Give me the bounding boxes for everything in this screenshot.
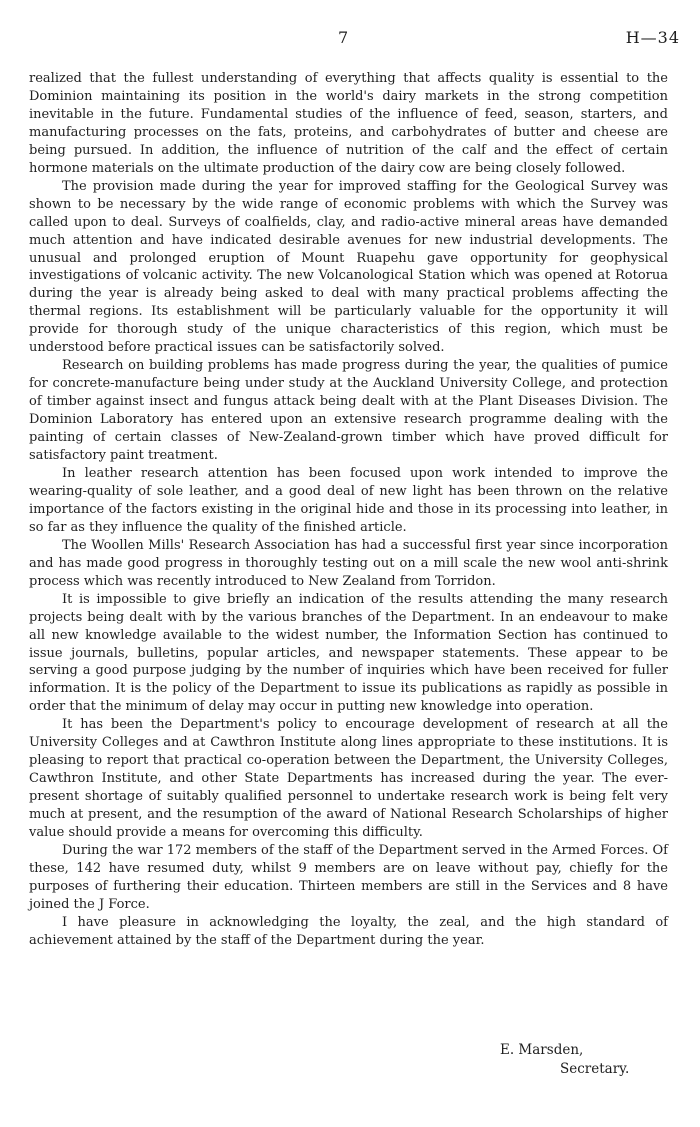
paragraph-information-section: It is impossible to give briefly an indication of the results attending the many research projects being dealt with by the various branches of the Department. In an endeavour to make all new knowledge available to the widest number, the Information Section has continued to issue journals, bulletins, popular articles, and newspaper statements. These appear to be serving a good purpose judging by the number of inquiries which have been received for fuller information. It is the policy of the Department to issue its publications as rapidly as possible in order that the minimum of delay may occur in putting new knowledge into operation. xyxy=(29,591,668,715)
paragraph-university-colleges: It has been the Department's policy to encourage development of research at all the University Colleges and at Cawthron Institute along lines appropriate to these institutions. It is pleasing to report that practical co-operation between the Department, the University Colleges, Cawthron Institute, and other State Departments has increased during the year. The ever-present shortage of suitably qualified personnel to undertake research work is being felt very much at present, and the resumption of the award of National Research Scholarships of higher value should provide a means for overcoming this difficulty. xyxy=(29,717,668,841)
paragraph-acknowledgement: I have pleasure in acknowledging the loyalty, the zeal, and the high standard of achievement attained by the staff of the Department during the year. xyxy=(29,914,668,948)
paragraph-war-service: During the war 172 members of the staff of the Department served in the Armed Forces. Of these, 142 have resumed duty, whilst 9 members are on leave without pay, chiefly for the purposes of furthering their education. Thirteen members are still in the Services and 8 have joined the J Force. xyxy=(29,842,668,912)
paragraph-woollen-mills: The Woollen Mills' Research Association has had a successful first year since incorporation and has made good progress in thoroughly testing out on a mill scale the new wool anti-shrink process which was recently introduced to New Zealand from Torridon. xyxy=(29,537,668,589)
paragraph-dairy-research: realized that the fullest understanding of everything that affects quality is essential to the Dominion maintaining its position in the world's dairy markets in the strong competition inevitable in the future. Fundamental studies of the influence of feed, season, starters, and manufacturing processes on the fats, proteins, and carbohydrates of butter and cheese are being pursued. In addition, the influence of nutrition of the calf and the effect of certain hormone materials on the ultimate production of the dairy cow are being closely followed. xyxy=(29,71,668,176)
page-header xyxy=(0,28,700,50)
body-text xyxy=(29,70,668,950)
signature-block xyxy=(0,1042,700,1082)
signatory-title: Secretary. xyxy=(560,1061,630,1077)
paragraph-leather-research: In leather research attention has been focused upon work intended to improve the wearing-quality of sole leather, and a good deal of new light has been thrown on the relative importance of the factors existing in the original hide and those in its processing into leather, in so far as they influence the quality of the finished article. xyxy=(29,465,668,535)
paragraph-geological-survey: The provision made during the year for improved staffing for the Geological Survey was shown to be necessary by the wide range of economic problems with which the Survey was called upon to deal. Surveys of coalfields, clay, and radio-active mineral areas have demanded much attention and have indicated desirable avenues for new industrial developments. The unusual and prolonged eruption of Mount Ruapehu gave opportunity for geophysical investigations of volcanic activity. The new Volcanological Station which was opened at Rotorua during the year is already being asked to deal with many practical problems affecting the thermal regions. Its establishment will be particularly valuable for the opportunity it will provide for thorough study of the unique characteristics of this region, which must be understood before practical issues can be satisfactorily solved. xyxy=(29,178,668,356)
page-number: 7 xyxy=(338,28,349,47)
document-code: H—34 xyxy=(625,28,680,47)
signatory-name: E. Marsden, xyxy=(500,1042,584,1058)
paragraph-building-research: Research on building problems has made progress during the year, the qualities of pumice for concrete-manufacture being under study at the Auckland University College, and protection of timber against insect and fungus attack being dealt with at the Plant Diseases Division. The Dominion Laboratory has entered upon an extensive research programme dealing with the painting of certain classes of New-Zealand-grown timber which have proved difficult for satisfactory paint treatment. xyxy=(29,358,668,464)
